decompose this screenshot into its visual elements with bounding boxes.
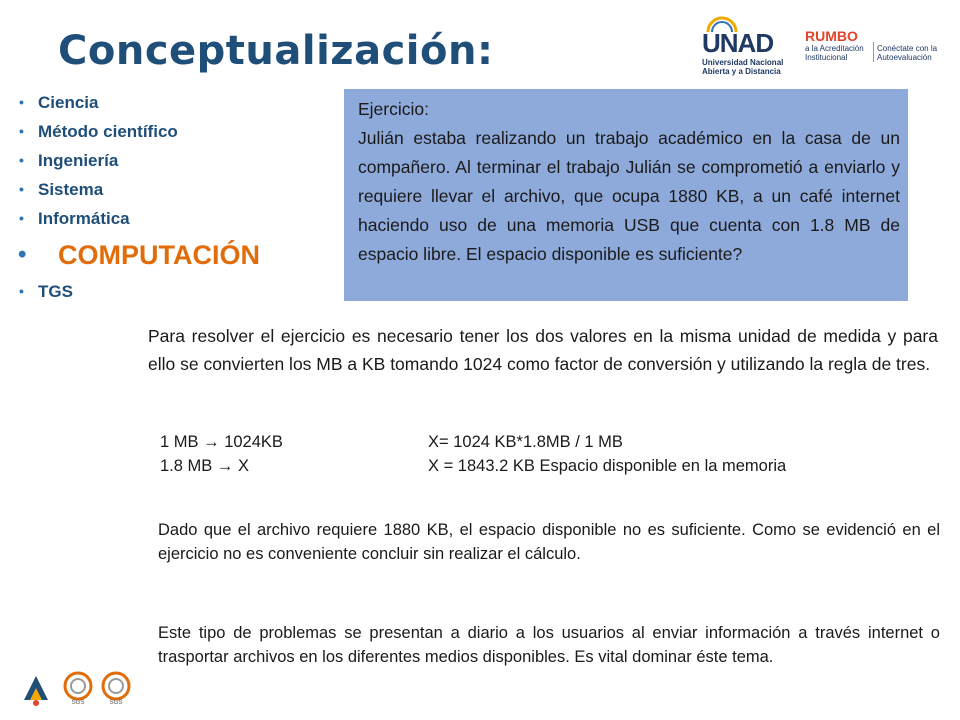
topic-item: • TGS (16, 277, 260, 306)
topic-list (16, 88, 260, 306)
formula-block (428, 430, 786, 478)
exercise-text: Julián estaba realizando un trabajo académico en la casa de un compañero. Al terminar el trabajo Julián se comprometió a enviarlo y requiere llevar el archivo, que ocupa 1880 KB, a un café internet haciendo uso de una memoria USB que cuenta con 1.8 MB de espacio libre. El espacio disponible es suficiente? (358, 128, 900, 264)
topic-item: • Sistema (16, 175, 260, 204)
conclusion-paragraph: Dado que el archivo requiere 1880 KB, el espacio disponible no es suficiente. Como se evidenció en el ejercicio no es conveniente concluir sin realizar el cálculo. (158, 521, 940, 563)
exercise-box (344, 89, 908, 301)
bullet-icon: • (19, 123, 24, 139)
closing-paragraph: Este tipo de problemas se presentan a diario a los usuarios al enviar información a través internet o trasportar archivos en los diferentes medios disponibles. Es vital dominar éste tema. (158, 624, 940, 666)
topic-item-highlight: • COMPUTACIÓN (16, 233, 260, 277)
rumbo-divider (873, 42, 874, 62)
exercise-label: Ejercicio: (358, 99, 429, 119)
bullet-icon: • (19, 181, 24, 197)
bullet-icon: • (19, 152, 24, 168)
topic-item: • Ciencia (16, 88, 260, 117)
unad-logo-subtitle: Universidad Nacional Abierta y a Distancia (702, 58, 784, 76)
certification-badge-icon (60, 670, 96, 706)
svg-text:SGS: SGS (71, 700, 85, 706)
rule-of-three (160, 430, 283, 478)
certification-badge-icon (98, 670, 134, 706)
bullet-icon: • (19, 94, 24, 110)
rumbo-logo-text-2: Conéctate con la Autoevaluación (877, 44, 938, 62)
topic-item: • Ingeniería (16, 146, 260, 175)
formula-line-1: X= 1024 KB*1.8MB / 1 MB (428, 433, 623, 451)
bullet-icon: • (19, 210, 24, 226)
rumbo-logo-name: RUMBO (805, 28, 858, 44)
colombia-seal-icon (16, 670, 56, 710)
topic-item: • Informática (16, 204, 260, 233)
topic-item: • Método científico (16, 117, 260, 146)
rule-line-1: 1 MB → 1024KB (160, 433, 283, 451)
page-title: Conceptualización: (58, 28, 494, 74)
unad-logo-name: UNAD (702, 28, 774, 58)
bullet-icon: • (19, 283, 24, 299)
arrow-right-icon: → (203, 433, 220, 451)
bullet-icon: • (18, 241, 27, 268)
rule-line-2: 1.8 MB → X (160, 457, 249, 475)
explanation-paragraph: Para resolver el ejercicio es necesario tener los dos valores en la misma unidad de medida y para ello se convierten los MB a KB tomando 1024 como factor de conversión y utilizando la regla de tres. (148, 326, 938, 374)
svg-text:SGS: SGS (109, 700, 123, 706)
rumbo-logo-text: a la Acreditación Institucional (805, 44, 864, 62)
arrow-right-icon: → (216, 457, 234, 475)
formula-line-2: X = 1843.2 KB Espacio disponible en la memoria (428, 457, 787, 475)
